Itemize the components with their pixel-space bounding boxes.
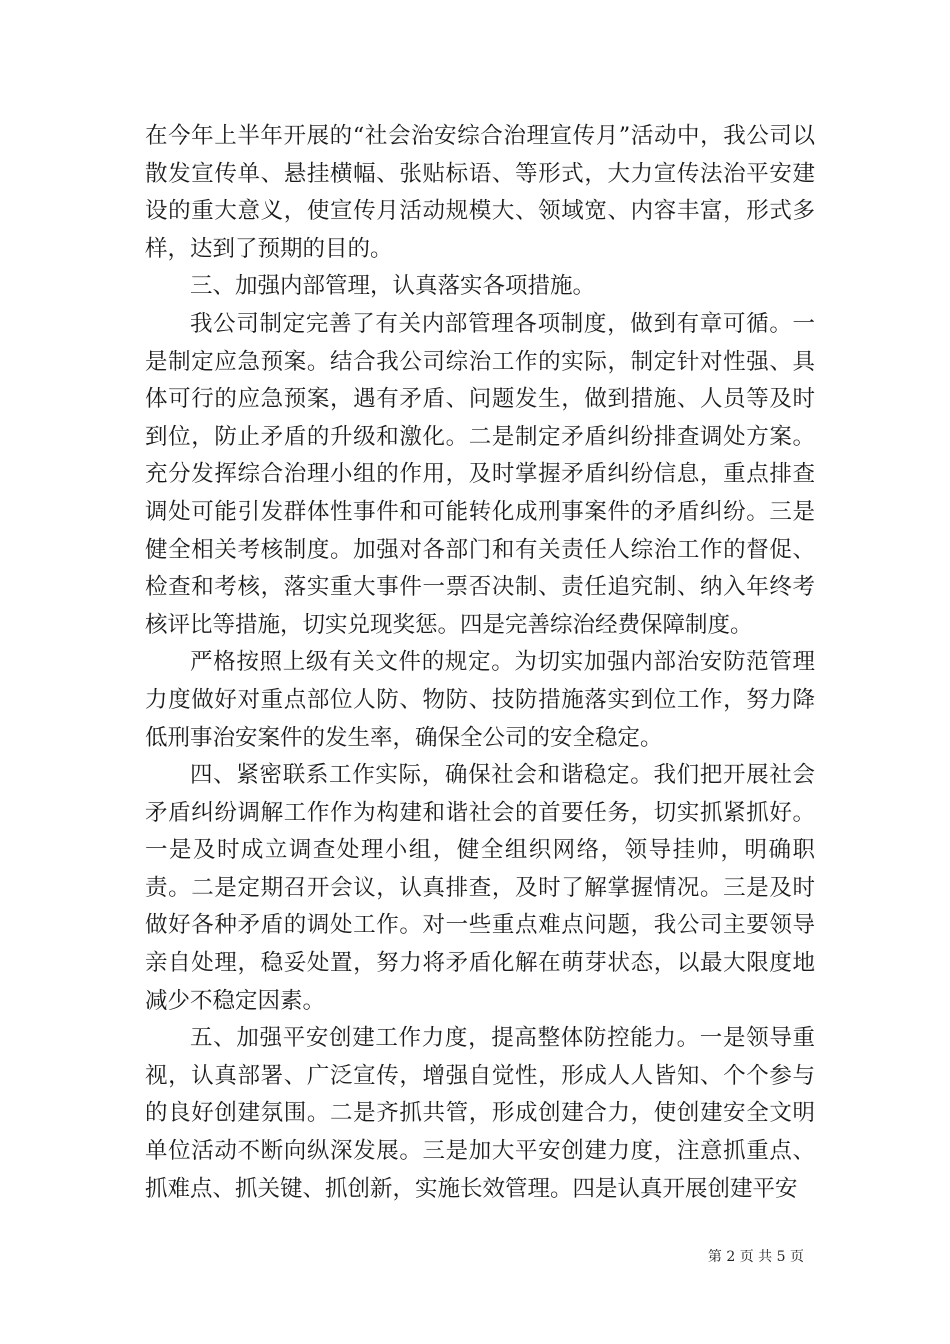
paragraph-4: 严格按照上级有关文件的规定。为切实加强内部治安防范管理力度做好对重点部位人防、物防、技防措施落实到位工作，努力降低刑事治安案件的发生率，确保全公司的安全稳定。 (145, 649, 815, 751)
paragraph-3: 我公司制定完善了有关内部管理各项制度，做到有章可循。一是制定应急预案。结合我公司综治工作的实际，制定针对性强、具体可行的应急预案，遇有矛盾、问题发生，做到措施、人员等及时到位，防止矛盾的升级和激化。二是制定矛盾纠纷排查调处方案。充分发挥综合治理小组的作用，及时掌握矛盾纠纷信息，重点排查调处可能引发群体性事件和可能转化成刑事案件的矛盾纠纷。三是健全相关考核制度。加强对各部门和有关责任人综治工作的督促、检查和考核，落实重大事件一票否决制、责任追究制、纳入年终考核评比等措施，切实兑现奖惩。四是完善综治经费保障制度。 (145, 310, 815, 638)
paragraph-5: 四、紧密联系工作实际，确保社会和谐稳定。我们把开展社会矛盾纠纷调解工作作为构建和谐社会的首要任务，切实抓紧抓好。一是及时成立调查处理小组，健全组织网络，领导挂帅，明确职责。二是定期召开会议，认真排查，及时了解掌握情况。三是及时做好各种矛盾的调处工作。对一些重点难点问题，我公司主要领导亲自处理，稳妥处置，努力将矛盾化解在萌芽状态，以最大限度地减少不稳定因素。 (145, 762, 815, 1014)
paragraph-1: 在今年上半年开展的“社会治安综合治理宣传月”活动中，我公司以散发宣传单、悬挂横幅、张贴标语、等形式，大力宣传法治平安建设的重大意义，使宣传月活动规模大、领域宽、内容丰富，形式多样，达到了预期的目的。 (145, 123, 815, 262)
paragraph-6: 五、加强平安创建工作力度，提高整体防控能力。一是领导重视，认真部署、广泛宣传，增强自觉性，形成人人皆知、个个参与的良好创建氛围。二是齐抓共管，形成创建合力，使创建安全文明单位活动不断向纵深发展。三是加大平安创建力度，注意抓重点、抓难点、抓关键、抓创新，实施长效管理。四是认真开展创建平安 (145, 1025, 815, 1202)
paragraph-2-section-heading: 三、加强内部管理，认真落实各项措施。 (190, 273, 596, 300)
page-number-footer: 第 2 页 共 5 页 (707, 1249, 804, 1265)
document-body (145, 118, 815, 1208)
